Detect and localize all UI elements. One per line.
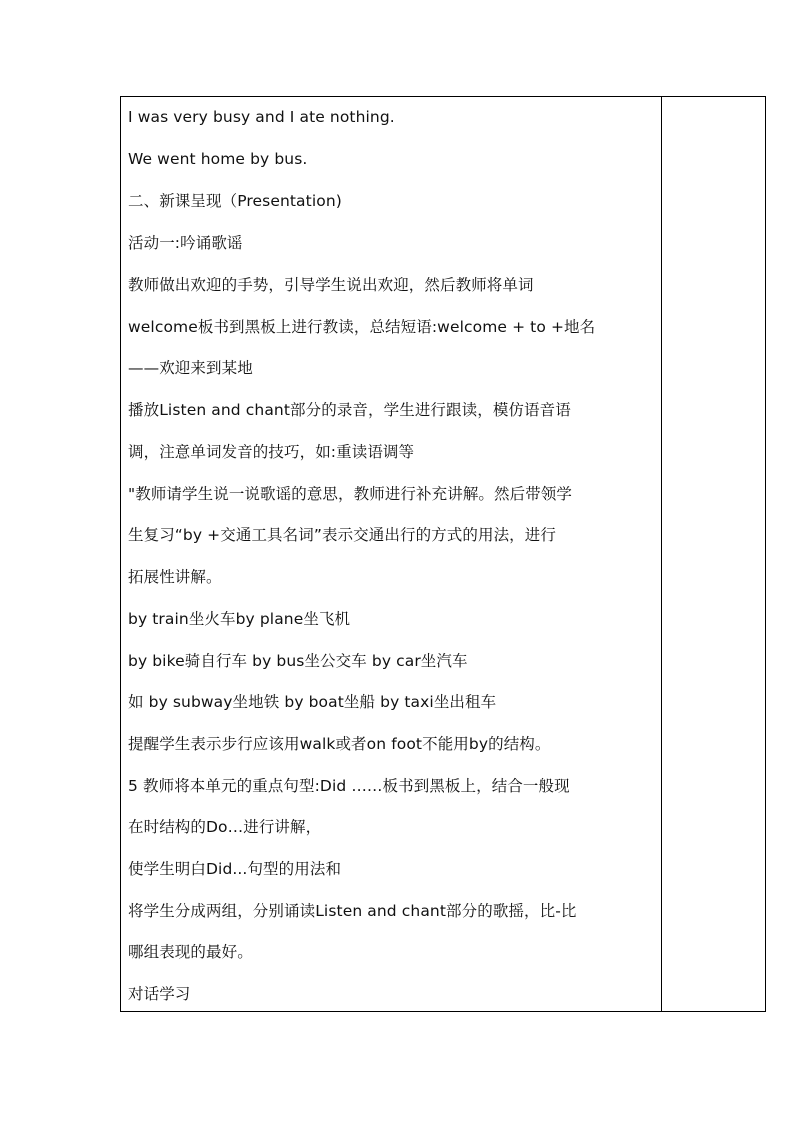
text-line: 5 教师将本单元的重点句型:Did ……板书到黑板上，结合一般现 — [128, 777, 570, 795]
text-line: I was very busy and I ate nothing. — [128, 108, 395, 126]
text-line: 教师做出欢迎的手势，引导学生说出欢迎，然后教师将单词 — [128, 276, 534, 294]
text-line: ——欢迎来到某地 — [128, 359, 253, 377]
text-line: 使学生明白Did...句型的用法和 — [128, 860, 342, 878]
text-line: by bike骑自行车 by bus坐公交车 by car坐汽车 — [128, 652, 468, 670]
text-line: by train坐火车by plane坐飞机 — [128, 610, 351, 628]
text-line: 生复习“by +交通工具名词”表示交通出行的方式的用法，进行 — [128, 526, 556, 544]
text-line: 拓展性讲解。 — [128, 568, 222, 586]
text-line: welcome板书到黑板上进行教读，总结短语:welcome + to +地名 — [128, 318, 596, 336]
text-line: 将学生分成两组，分别诵读Listen and chant部分的歌摇，比-比 — [128, 902, 577, 920]
notes-cell — [662, 97, 765, 1011]
text-line: "教师请学生说一说歌谣的意思，教师进行补充讲解。然后带领学 — [128, 485, 573, 503]
text-line: 在时结构的Do…进行讲解， — [128, 818, 322, 836]
text-line: 对话学习 — [128, 985, 191, 1003]
lesson-content-cell — [121, 97, 661, 1011]
section-heading: 二、新课呈现（Presentation) — [128, 192, 342, 210]
text-line: 调，注意单词发音的技巧，如:重读语调等 — [128, 443, 415, 461]
lesson-plan-table — [120, 96, 766, 1012]
text-line: We went home by bus. — [128, 150, 308, 168]
text-line: 播放Listen and chant部分的录音，学生进行跟读，模仿语音语 — [128, 401, 571, 419]
text-line: 哪组表现的最好。 — [128, 943, 253, 961]
activity-heading: 活动一:吟诵歌谣 — [128, 234, 243, 252]
text-line: 如 by subway坐地铁 by boat坐船 by taxi坐出租车 — [128, 693, 497, 711]
text-line: 提醒学生表示步行应该用walk或者on foot不能用by的结构。 — [128, 735, 551, 753]
